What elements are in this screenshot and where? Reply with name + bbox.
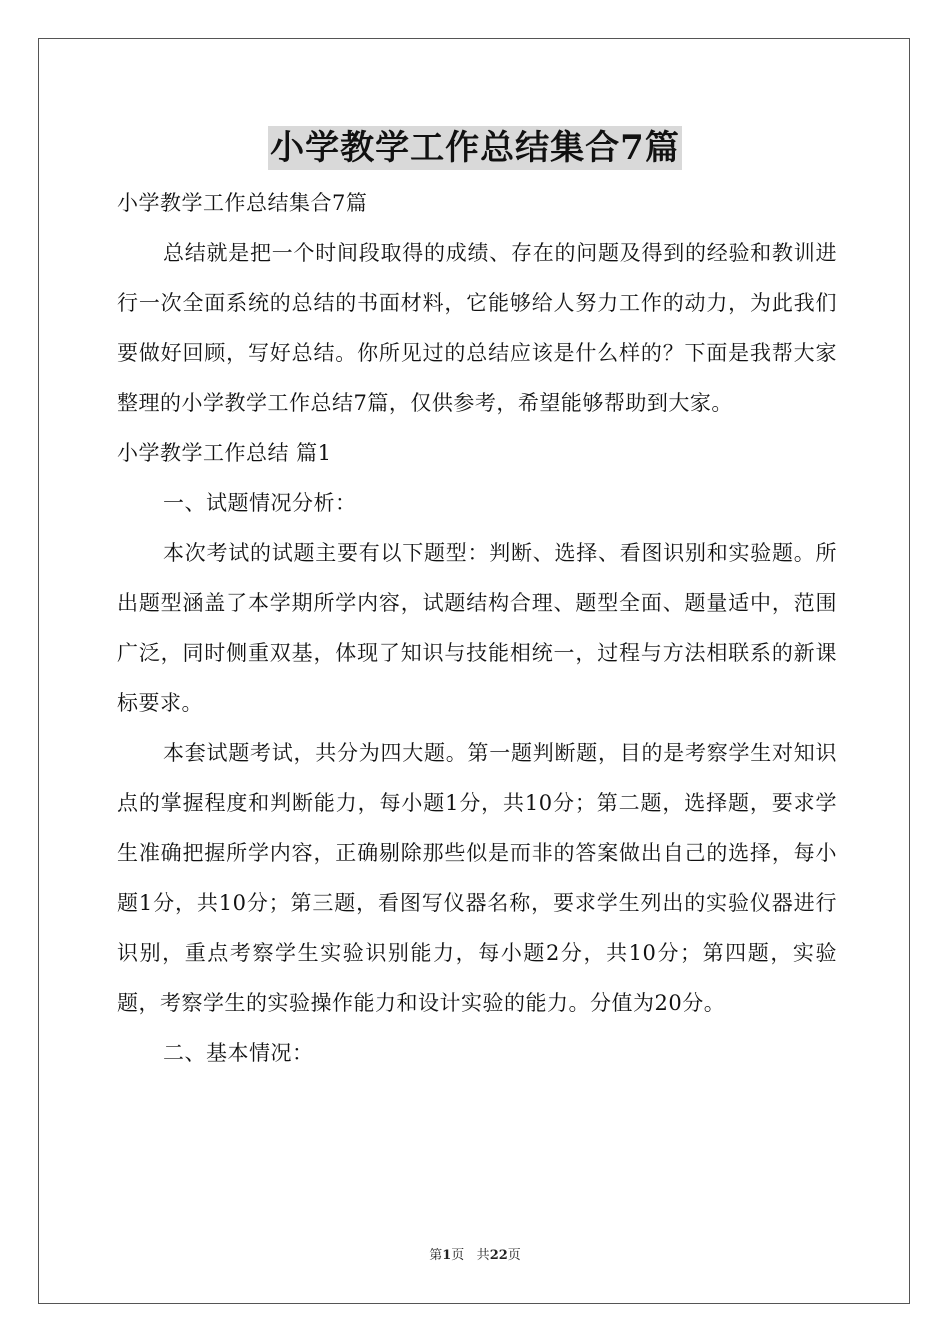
current-page-number: 1: [442, 1248, 452, 1263]
document-subtitle: 小学教学工作总结集合7篇: [117, 191, 368, 215]
section-heading: 小学教学工作总结 篇1: [117, 441, 332, 465]
paragraph-intro: 总结就是把一个时间段取得的成绩、存在的问题及得到的经验和教训进行一次全面系统的总结的书面材料，它能够给人努力工作的动力，为此我们要做好回顾，写好总结。你所见过的总结应该是什么样的？下面是我帮大家整理的小学教学工作总结7篇，仅供参考，希望能够帮助到大家。: [117, 241, 837, 415]
document-title: 小学教学工作总结集合7篇: [270, 128, 680, 168]
page-prefix: 第: [429, 1248, 443, 1263]
document-title-wrapper: [0, 126, 950, 170]
total-suffix: 页: [507, 1248, 521, 1263]
page-suffix: 页: [451, 1248, 465, 1263]
total-prefix: 共: [476, 1248, 490, 1263]
paragraph: 本套试题考试，共分为四大题。第一题判断题，目的是考察学生对知识点的掌握程度和判断能力，每小题1分，共10分；第二题，选择题，要求学生准确把握所学内容，正确剔除那些似是而非的答案做出自己的选择，每小题1分，共10分；第三题，看图写仪器名称，要求学生列出的实验仪器进行识别，重点考察学生实验识别能力，每小题2分，共10分；第四题，实验题，考察学生的实验操作能力和设计实验的能力。分值为20分。: [117, 741, 837, 1015]
subsection-heading: 二、基本情况：: [163, 1041, 314, 1065]
page-footer: [0, 1246, 950, 1266]
total-page-count: 22: [489, 1248, 508, 1263]
document-body: [117, 178, 837, 1078]
paragraph: 本次考试的试题主要有以下题型：判断、选择、看图识别和实验题。所出题型涵盖了本学期所学内容，试题结构合理、题型全面、题量适中，范围广泛，同时侧重双基，体现了知识与技能相统一，过程与方法相联系的新课标要求。: [117, 541, 837, 715]
subsection-heading: 一、试题情况分析：: [163, 491, 357, 515]
